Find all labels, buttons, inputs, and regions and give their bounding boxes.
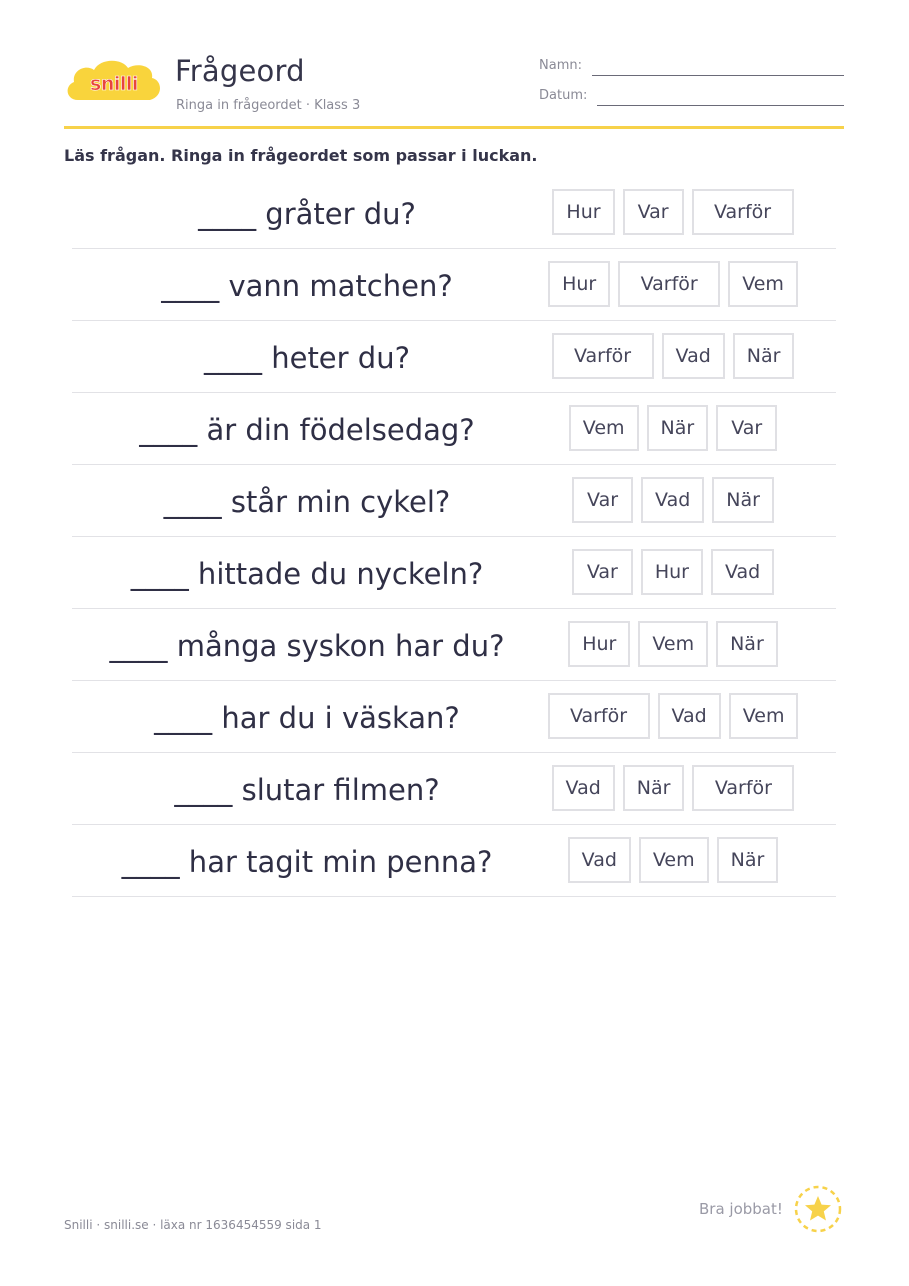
answer-option[interactable]: När [647,405,709,451]
answer-option[interactable]: Hur [641,549,703,595]
worksheet-header [64,48,844,128]
question-text: ____ slutar filmen? [174,773,440,807]
answer-options [543,333,803,381]
answer-options [543,765,803,813]
answer-options [543,405,803,453]
answer-option[interactable]: Vem [639,837,709,883]
answer-option[interactable]: När [623,765,685,811]
date-label: Datum: [539,88,588,103]
question-text: ____ står min cykel? [163,485,451,519]
answer-option[interactable]: Var [623,189,684,235]
name-field [539,58,582,73]
answer-options [543,693,803,741]
date-write-line[interactable] [597,105,844,106]
answer-option[interactable]: Var [572,549,633,595]
answer-option[interactable]: När [717,837,779,883]
answer-option[interactable]: Vad [552,765,615,811]
answer-option[interactable]: Varför [692,765,794,811]
page-subtitle: Ringa in frågeordet · Klass 3 [176,98,361,113]
question-text: ____ har tagit min penna? [121,845,493,879]
answer-option[interactable]: Var [716,405,777,451]
answer-options [543,189,803,237]
answer-options [543,837,803,885]
answer-option[interactable]: Vad [568,837,631,883]
answer-option[interactable]: Varför [552,333,654,379]
answer-option[interactable]: När [733,333,795,379]
answer-option[interactable]: Hur [568,621,630,667]
answer-option[interactable]: Var [572,477,633,523]
answer-options [543,549,803,597]
question-text: ____ gråter du? [198,197,416,231]
answer-option[interactable]: Vad [711,549,774,595]
snilli-logo [64,56,164,112]
question-text: ____ har du i väskan? [154,701,460,735]
question-text: ____ är din födelsedag? [139,413,475,447]
answer-option[interactable]: Hur [548,261,610,307]
star-icon [794,1185,842,1233]
question-row [72,537,836,609]
name-write-line[interactable] [592,75,844,76]
answer-option[interactable]: Vem [728,261,798,307]
question-row [72,249,836,321]
answer-option[interactable]: Vem [569,405,639,451]
question-row [72,753,836,825]
answer-option[interactable]: Vad [641,477,704,523]
answer-option[interactable]: När [716,621,778,667]
name-label: Namn: [539,58,582,73]
question-text: ____ heter du? [204,341,410,375]
question-row [72,321,836,393]
answer-option[interactable]: Hur [552,189,614,235]
question-text: ____ vann matchen? [161,269,453,303]
answer-option[interactable]: Vad [658,693,721,739]
answer-option[interactable]: Vad [662,333,725,379]
praise-text: Bra jobbat! [699,1200,783,1218]
answer-option[interactable]: Varför [548,693,650,739]
answer-option[interactable]: Vem [729,693,799,739]
answer-option[interactable]: Varför [618,261,720,307]
question-row [72,609,836,681]
question-list [72,177,836,897]
answer-options [543,261,803,309]
page-title: Frågeord [175,54,305,88]
question-row [72,465,836,537]
header-divider [64,126,844,129]
question-text: ____ hittade du nyckeln? [130,557,484,591]
answer-options [543,477,803,525]
logo-text: snilli [90,73,138,95]
answer-option[interactable]: Vem [638,621,708,667]
question-row [72,177,836,249]
answer-options [543,621,803,669]
answer-option[interactable]: När [712,477,774,523]
question-row [72,393,836,465]
question-row [72,681,836,753]
footer-credit: Snilli · snilli.se · läxa nr 1636454559 sida 1 [64,1218,322,1232]
question-row [72,825,836,897]
question-text: ____ många syskon har du? [109,629,505,663]
date-field [539,88,587,103]
instruction-text: Läs frågan. Ringa in frågeordet som passar i luckan. [64,146,538,165]
answer-option[interactable]: Varför [692,189,794,235]
